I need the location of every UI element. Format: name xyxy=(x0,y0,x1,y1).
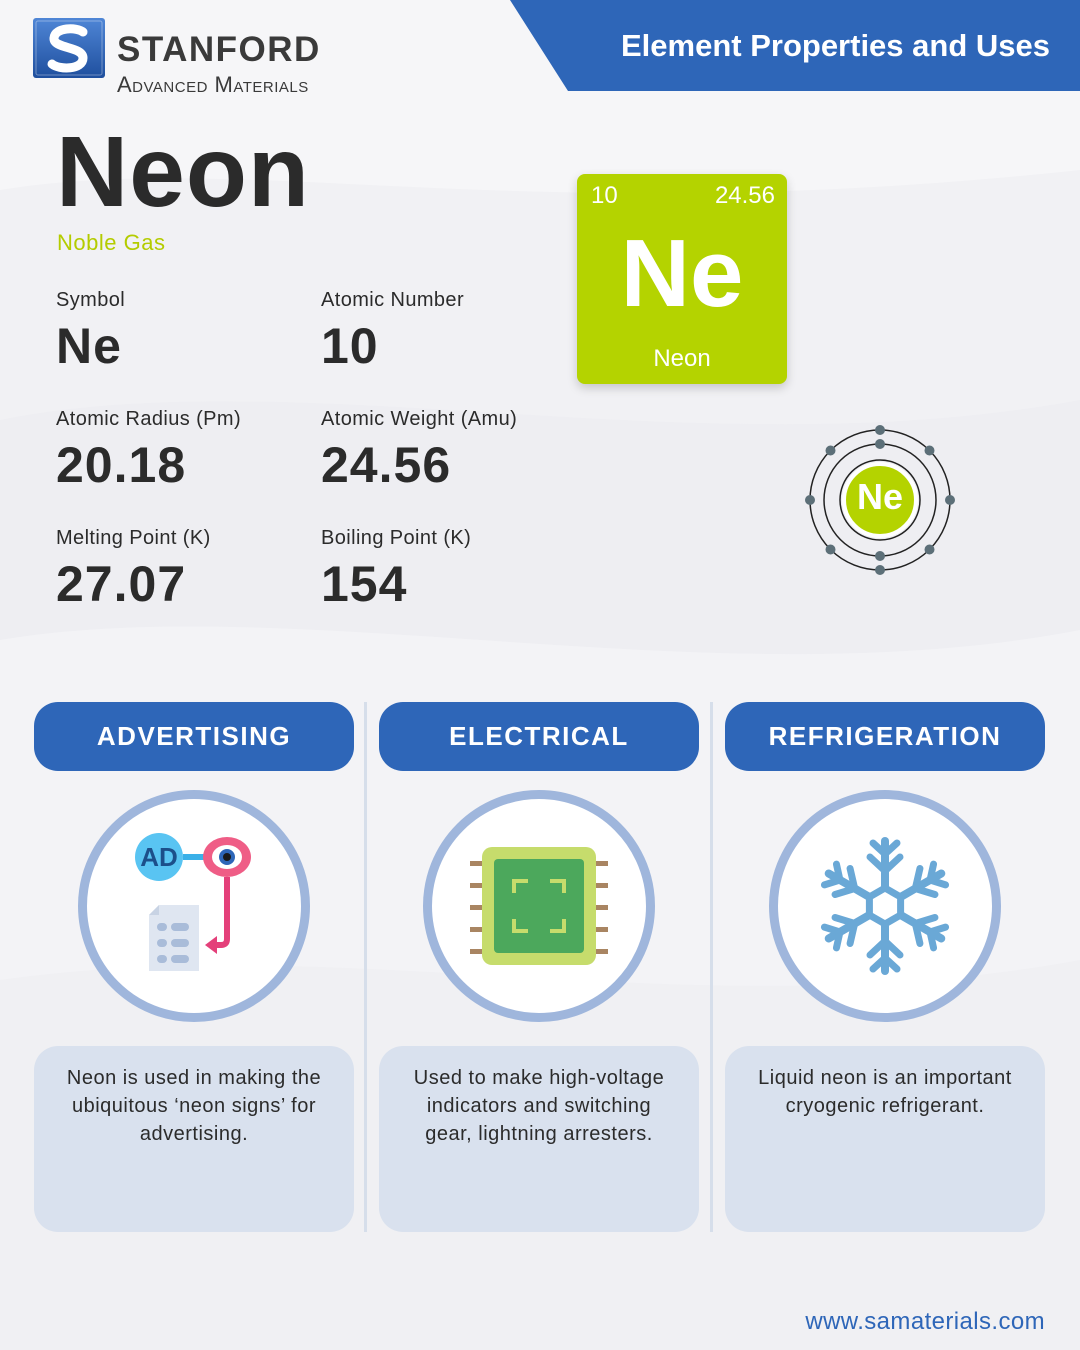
property-label: Boiling Point (K) xyxy=(321,527,472,549)
property-atomic-radius xyxy=(56,408,316,492)
electron-dot xyxy=(875,565,885,575)
property-label: Melting Point (K) xyxy=(56,527,211,549)
property-label: Atomic Weight (Amu) xyxy=(321,408,518,430)
property-atomic-number xyxy=(321,289,581,373)
use-heading-refrigeration: REFRIGERATION xyxy=(725,702,1045,771)
tile-atomic-number: 10 xyxy=(591,182,618,209)
property-value: Ne xyxy=(56,318,122,374)
property-value: 20.18 xyxy=(56,437,187,493)
tile-symbol: Ne xyxy=(620,220,744,327)
logo-s-icon xyxy=(33,18,105,78)
microchip-icon xyxy=(432,799,646,1013)
property-atomic-weight xyxy=(321,408,581,492)
property-value: 154 xyxy=(321,556,408,612)
element-category: Noble Gas xyxy=(57,230,166,255)
electron-dot xyxy=(826,446,836,456)
property-label: Atomic Number xyxy=(321,289,465,311)
use-icon-circle xyxy=(423,790,655,1022)
electron-dot xyxy=(875,425,885,435)
electron-dot xyxy=(925,545,935,555)
property-label: Atomic Radius (Pm) xyxy=(56,408,242,430)
use-description-refrigeration: Liquid neon is an important cryogenic refrigerant. xyxy=(725,1046,1045,1232)
use-description-advertising: Neon is used in making the ubiquitous ‘neon signs’ for advertising. xyxy=(34,1046,354,1232)
column-divider xyxy=(710,702,713,1232)
property-symbol xyxy=(56,289,316,373)
electron-dot xyxy=(826,545,836,555)
column-divider xyxy=(364,702,367,1232)
bohr-model-diagram xyxy=(800,420,960,580)
use-heading-electrical: ELECTRICAL xyxy=(379,702,699,771)
electron-dot xyxy=(875,439,885,449)
use-heading-advertising: ADVERTISING xyxy=(34,702,354,771)
property-melting-point xyxy=(56,527,316,611)
element-name: Neon xyxy=(56,116,310,228)
tile-atomic-weight: 24.56 xyxy=(714,182,775,209)
snowflake-icon xyxy=(778,799,992,1013)
company-logo[interactable] xyxy=(33,18,413,97)
periodic-tile xyxy=(577,174,787,384)
property-value: 27.07 xyxy=(56,556,187,612)
ad-icon-text: AD xyxy=(140,842,178,872)
electron-dot xyxy=(875,551,885,561)
use-description-electrical: Used to make high-voltage indicators and switching gear, lightning arresters. xyxy=(379,1046,699,1232)
use-icon-circle xyxy=(769,790,1001,1022)
use-icon-circle xyxy=(78,790,310,1022)
brand-subtitle: Advanced Materials xyxy=(117,72,309,97)
advertising-icon xyxy=(87,799,301,1013)
website-link[interactable]: www.samaterials.com xyxy=(805,1308,1045,1335)
header-title: Element Properties and Uses xyxy=(621,28,1050,63)
electron-dot xyxy=(925,446,935,456)
property-value: 10 xyxy=(321,318,379,374)
property-value: 24.56 xyxy=(321,437,452,493)
atom-symbol: Ne xyxy=(856,476,904,517)
property-boiling-point xyxy=(321,527,581,611)
property-label: Symbol xyxy=(56,289,126,311)
brand-name: STANFORD xyxy=(117,30,321,69)
tile-name: Neon xyxy=(653,345,711,372)
